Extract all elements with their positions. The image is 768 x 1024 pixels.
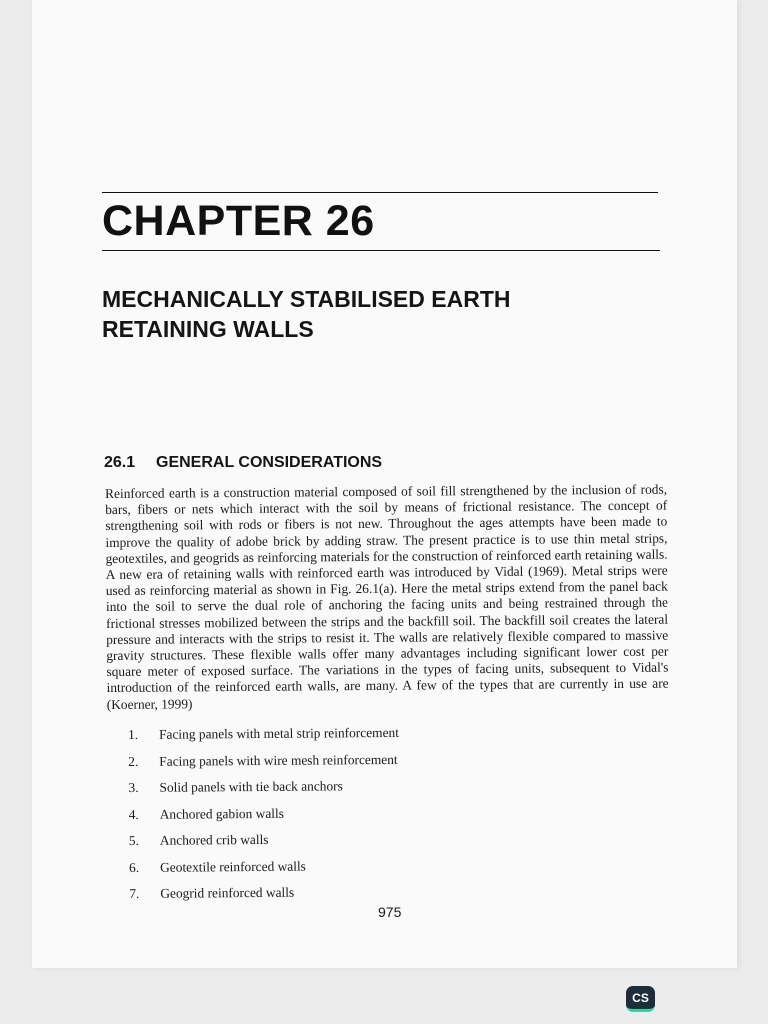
list-item-text: Geogrid reinforced walls xyxy=(160,884,295,901)
section-number: 26.1 xyxy=(104,454,136,471)
list-item xyxy=(128,751,399,780)
list-item xyxy=(128,778,399,807)
list-item-number: 6. xyxy=(129,859,140,875)
chapter-title xyxy=(102,284,642,344)
body-paragraph: Reinforced earth is a construction material composed of soil fill strengthened by the inclusion of rods, bars, fibers or nets which interact with the soil by means of frictional resistance. The concept of strengthening soil with rods or fibers is not new. Throughout the ages attempts have been made to improve the quality of adobe brick by adding straw. The present practice is to use thin metal strips, geotextiles, and geogrids as reinforcing materials for the construction of reinforced earth retaining walls. A new era of retaining walls with reinforced earth was introduced by Vidal (1969). Metal strips were used as reinforcing material as shown in Fig. 26.1(a). Here the metal strips extend from the panel back into the soil to serve the dual role of anchoring the facing units and being restrained through the frictional stresses mobilized between the strips and the backfill soil. The backfill soil creates the lateral pressure and interacts with the strips to resist it. The walls are relatively flexible compared to massive gravity structures. These flexible walls offer many advantages including significant lower cost per square meter of exposed surface. The variations in the types of facing units, subsequent to Vidal's introduction of the reinforced earth walls, are many. A few of the types that are currently in use are (Koerner, 1999) xyxy=(105,481,669,712)
list-item-number: 1. xyxy=(128,726,139,742)
wall-types-list xyxy=(128,725,400,913)
list-item-number: 5. xyxy=(128,832,139,848)
list-item-number: 2. xyxy=(128,753,139,769)
list-item-text: Facing panels with metal strip reinforcement xyxy=(158,724,399,742)
page-number: 975 xyxy=(378,904,402,920)
section-title: GENERAL CONSIDERATIONS xyxy=(156,454,383,471)
list-item-text: Solid panels with tie back anchors xyxy=(159,778,343,795)
list-item-text: Anchored crib walls xyxy=(159,831,269,848)
list-item-number: 7. xyxy=(129,885,140,901)
chapter-title-line-1: MECHANICALLY STABILISED EARTH xyxy=(102,286,511,312)
logo-label: CS xyxy=(632,990,649,1005)
list-item xyxy=(129,857,400,886)
list-item xyxy=(129,884,400,913)
list-item xyxy=(128,725,399,754)
list-item-text: Anchored gabion walls xyxy=(159,805,284,822)
chapter-title-line-2: RETAINING WALLS xyxy=(102,316,314,342)
list-item-text: Geotextile reinforced walls xyxy=(160,858,306,875)
list-item-text: Facing panels with wire mesh reinforcement xyxy=(159,751,398,769)
chapter-number: CHAPTER 26 xyxy=(102,197,375,245)
scanned-page xyxy=(32,0,737,968)
list-item xyxy=(129,804,400,833)
chapter-rule-bottom xyxy=(102,250,660,251)
section-heading xyxy=(104,454,382,472)
camscanner-logo-icon xyxy=(626,986,655,1012)
list-item xyxy=(129,831,400,860)
chapter-rule-top xyxy=(102,192,658,193)
list-item-number: 3. xyxy=(128,779,139,795)
list-item-number: 4. xyxy=(128,806,139,822)
